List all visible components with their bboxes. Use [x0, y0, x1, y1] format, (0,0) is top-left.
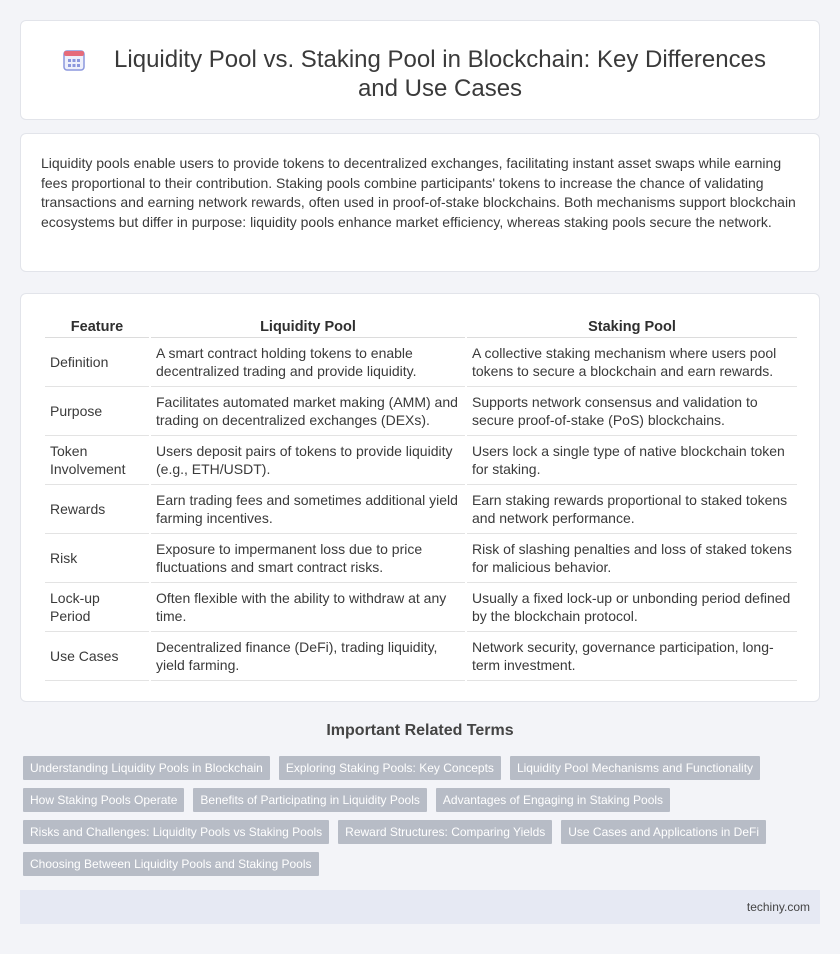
footer [20, 890, 820, 924]
table-row [45, 387, 797, 436]
staking-pool-cell: Network security, governance participation, long-term investment. [467, 632, 797, 681]
related-term-tag[interactable]: Benefits of Participating in Liquidity Pools [193, 788, 426, 812]
liquidity-pool-cell: A smart contract holding tokens to enable decentralized trading and provide liquidity. [151, 338, 465, 387]
feature-cell: Purpose [45, 387, 149, 436]
table-row [45, 583, 797, 632]
feature-cell: Risk [45, 534, 149, 583]
table-row [45, 534, 797, 583]
related-term-tag[interactable]: Exploring Staking Pools: Key Concepts [279, 756, 501, 780]
liquidity-pool-cell: Facilitates automated market making (AMM) and trading on decentralized exchanges (DEXs). [151, 387, 465, 436]
staking-pool-cell: Usually a fixed lock-up or unbonding period defined by the blockchain protocol. [467, 583, 797, 632]
footer-site-link[interactable]: techiny.com [746, 900, 810, 914]
staking-pool-cell: A collective staking mechanism where users pool tokens to secure a blockchain and earn rewards. [467, 338, 797, 387]
staking-pool-cell: Supports network consensus and validation to secure proof-of-stake (PoS) blockchains. [467, 387, 797, 436]
feature-cell: Definition [45, 338, 149, 387]
related-terms-title: Important Related Terms [326, 722, 514, 739]
intro-paragraph: Liquidity pools enable users to provide tokens to decentralized exchanges, facilitating instant asset swaps while earning fees proportional to their contribution. Staking pools combine participants' tokens to increase the chance of validating transactions and earning network rewards, often used in proof-of-stake blockchains. Both mechanisms support blockchain ecosystems but differ in purpose: liquidity pools enhance market efficiency, whereas staking pools secure the network. [41, 155, 796, 230]
comparison-table [43, 312, 799, 681]
table-row [45, 436, 797, 485]
comparison-table-card [20, 293, 820, 702]
related-term-tag[interactable]: How Staking Pools Operate [23, 788, 184, 812]
intro-card [20, 133, 820, 272]
related-term-tag[interactable]: Risks and Challenges: Liquidity Pools vs Staking Pools [23, 820, 329, 844]
table-row [45, 485, 797, 534]
calendar-icon [61, 47, 87, 73]
related-term-tag[interactable]: Liquidity Pool Mechanisms and Functionality [510, 756, 760, 780]
page-title: Liquidity Pool vs. Staking Pool in Blockchain: Key Differences and Use Cases [114, 46, 766, 102]
related-term-tag[interactable]: Reward Structures: Comparing Yields [338, 820, 552, 844]
feature-cell: Rewards [45, 485, 149, 534]
staking-pool-cell: Earn staking rewards proportional to staked tokens and network performance. [467, 485, 797, 534]
related-term-tag[interactable]: Advantages of Engaging in Staking Pools [436, 788, 670, 812]
feature-cell: Token Involvement [45, 436, 149, 485]
related-term-tag[interactable]: Choosing Between Liquidity Pools and Staking Pools [23, 852, 319, 876]
liquidity-pool-cell: Exposure to impermanent loss due to price fluctuations and smart contract risks. [151, 534, 465, 583]
liquidity-pool-cell: Earn trading fees and sometimes additional yield farming incentives. [151, 485, 465, 534]
column-header-feature: Feature [45, 312, 149, 338]
feature-cell: Lock-up Period [45, 583, 149, 632]
liquidity-pool-cell: Decentralized finance (DeFi), trading liquidity, yield farming. [151, 632, 465, 681]
table-row [45, 632, 797, 681]
feature-cell: Use Cases [45, 632, 149, 681]
table-header-row [45, 312, 797, 338]
related-term-tag[interactable]: Use Cases and Applications in DeFi [561, 820, 766, 844]
related-term-tag[interactable]: Understanding Liquidity Pools in Blockchain [23, 756, 270, 780]
staking-pool-cell: Risk of slashing penalties and loss of staked tokens for malicious behavior. [467, 534, 797, 583]
column-header-liquidity-pool: Liquidity Pool [151, 312, 465, 338]
header-card [20, 20, 820, 120]
table-row [45, 338, 797, 387]
liquidity-pool-cell: Often flexible with the ability to withdraw at any time. [151, 583, 465, 632]
liquidity-pool-cell: Users deposit pairs of tokens to provide liquidity (e.g., ETH/USDT). [151, 436, 465, 485]
column-header-staking-pool: Staking Pool [467, 312, 797, 338]
staking-pool-cell: Users lock a single type of native blockchain token for staking. [467, 436, 797, 485]
related-terms-list [23, 756, 803, 884]
